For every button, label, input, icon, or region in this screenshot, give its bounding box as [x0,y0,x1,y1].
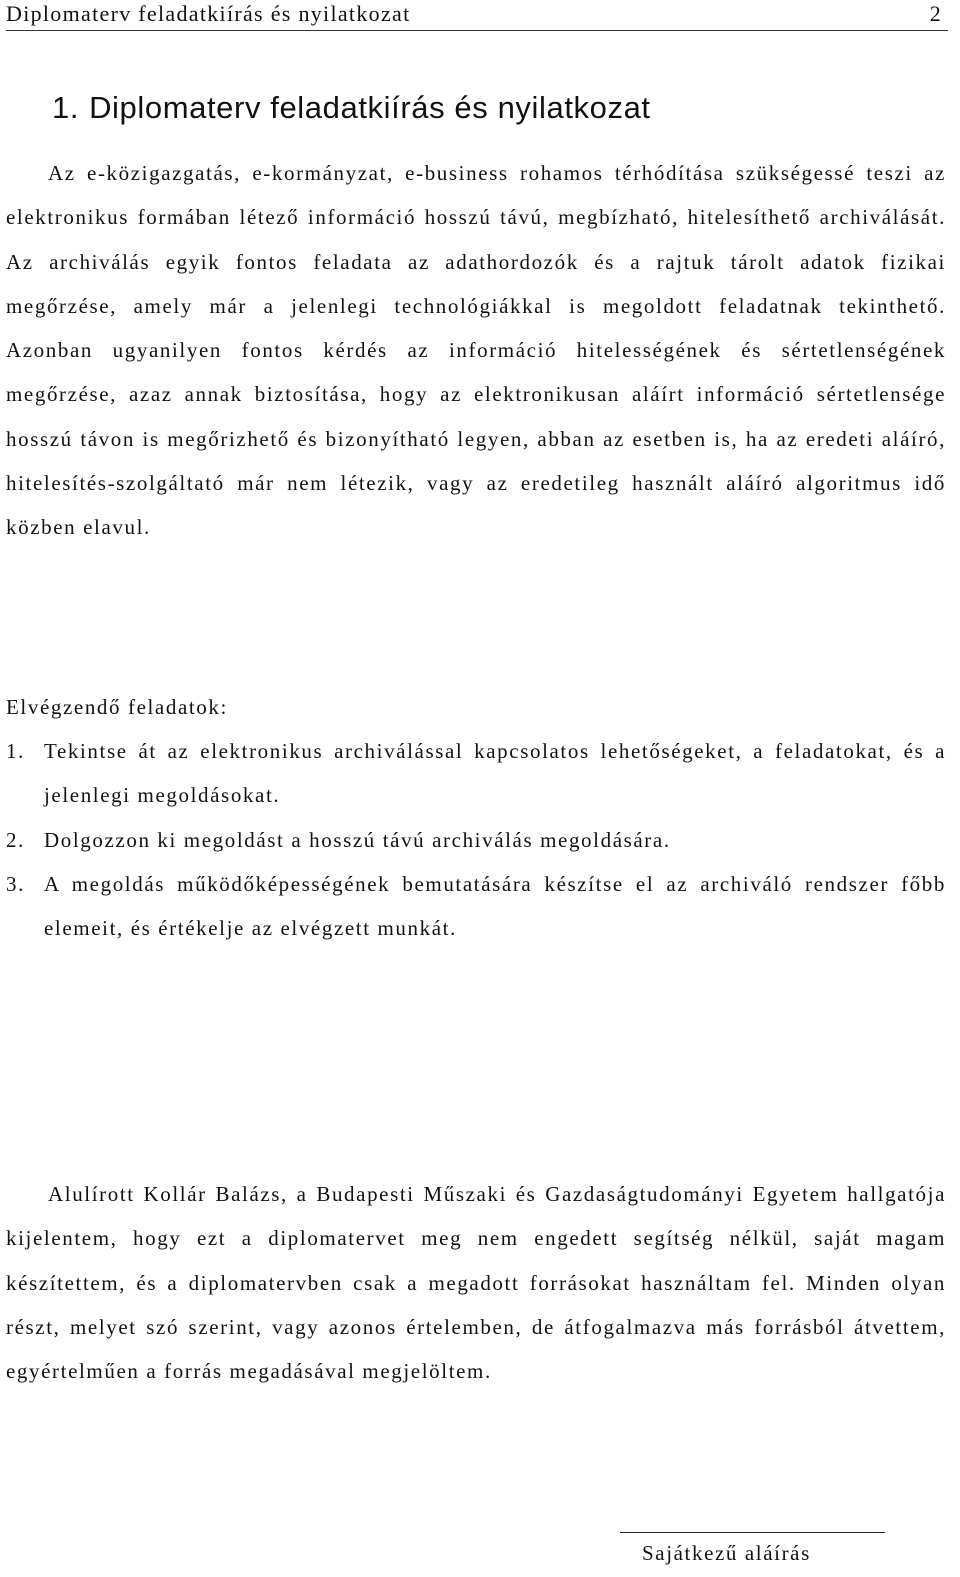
task-text: Dolgozzon ki megoldást a hosszú távú archiválás megoldására. [44,827,671,852]
task-item-1 [6,729,946,818]
signature-line [620,1532,885,1533]
page-number: 2 [929,1,942,26]
running-header-title: Diplomaterv feladatkiírás és nyilatkozat [6,1,411,26]
task-number: 1. [6,739,25,763]
chapter-title: Diplomaterv feladatkiírás és nyilatkozat [89,90,651,125]
chapter-heading [52,88,651,128]
intro-paragraph: Az e-közigazgatás, e-kormányzat, e-business rohamos térhódítása szükségessé teszi az elektronikus formában létező információ hosszú távú, megbízható, hitelesíthető archiválását. Az archiválás egyik fontos feladata az adathordozók és a rajtuk tárolt adatok fizikai megőrzése, amely már a jelenlegi technológiákkal is megoldott feladatnak tekinthető. Azonban ugyanilyen fontos kérdés az információ hitelességének és sértetlenségének megőrzése, azaz annak biztosítása, hogy az elektronikusan aláírt információ sértetlensége hosszú távon is megőrizhető és bizonyítható legyen, abban az esetben is, ha az eredeti aláíró, hitelesítés-szolgáltató már nem létezik, vagy az eredetileg használt aláíró algoritmus idő közben elavul. [6,161,946,540]
task-number: 3. [6,871,25,896]
declaration-paragraph: Alulírott Kollár Balázs, a Budapesti Műszaki és Gazdaságtudományi Egyetem hallgatója kijelentem, hogy ezt a diplomatervet meg nem engedett segítség nélkül, saját magam készítettem, és a diplomatervben csak a megadott forrásokat használtam fel. Minden olyan részt, melyet szó szerint, vagy azonos értelemben, de átfogalmazva más forrásból átvettem, egyértelműen a forrás megadásával megjelöltem. [6,1182,946,1384]
tasks-heading: Elvégzendő feladatok: [6,695,228,719]
task-list [6,729,946,950]
task-item-3 [6,862,946,951]
task-item-2 [6,818,946,862]
running-header [6,0,948,31]
signature-label: Sajátkezű aláírás [642,1541,811,1565]
task-text: Tekintse át az elektronikus archiválással kapcsolatos lehetőségeket, a feladatokat, és a jelenlegi megoldásokat. [44,739,946,808]
task-number: 2. [6,827,25,852]
task-text: A megoldás működőképességének bemutatására készítse el az archiváló rendszer főbb elemeit, és értékelje az elvégzett munkát. [44,871,946,941]
chapter-number: 1. [52,90,80,125]
